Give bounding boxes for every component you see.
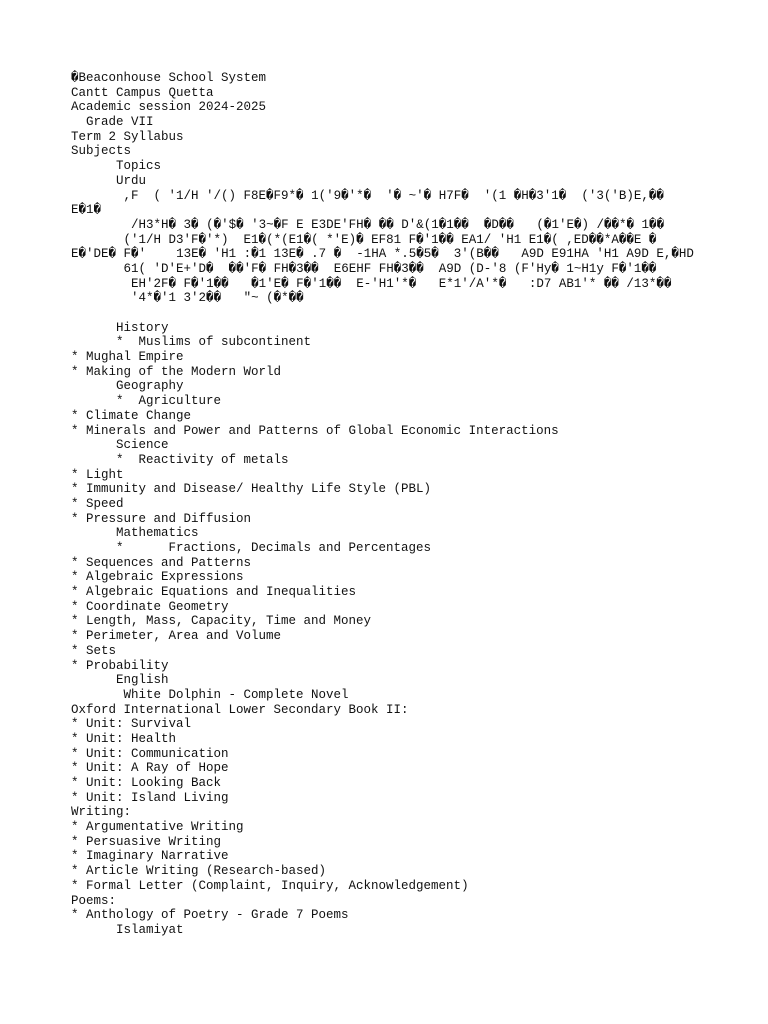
english-unit: * Unit: Looking Back <box>71 776 222 790</box>
science-topic: * Pressure and Diffusion <box>71 511 252 526</box>
urdu-garbled-line: E�1� <box>71 203 102 218</box>
geography-heading: Geography <box>71 379 184 394</box>
english-unit: * Unit: Health <box>71 731 177 746</box>
islamiyat-heading: Islamiyat <box>71 922 184 937</box>
geography-topic: * Climate Change <box>71 408 192 423</box>
school-name: �Beaconhouse School System <box>71 71 267 85</box>
mathematics-topic: * Length, Mass, Capacity, Time and Money <box>71 614 372 629</box>
geography-topic: * Agriculture <box>71 394 222 409</box>
history-heading: History <box>71 320 169 335</box>
writing-item: * Article Writing (Research-based) <box>71 864 327 879</box>
writing-item: * Argumentative Writing <box>71 820 244 835</box>
history-topic: * Mughal Empire <box>71 350 184 365</box>
mathematics-topic: * Coordinate Geometry <box>71 599 229 614</box>
science-topic: * Immunity and Disease/ Healthy Life Style (PBL) <box>71 482 432 497</box>
english-heading: English <box>71 673 169 688</box>
mathematics-topic: * Probability <box>71 658 169 673</box>
english-unit: * Unit: Survival <box>71 717 192 732</box>
syllabus-document <box>71 71 751 938</box>
writing-item: * Formal Letter (Complaint, Inquiry, Acknowledgement) <box>71 878 469 893</box>
writing-label: Writing: <box>71 805 132 820</box>
blank-line <box>71 306 751 321</box>
mathematics-topic: * Fractions, Decimals and Percentages <box>71 541 432 555</box>
history-topic: * Muslims of subcontinent <box>71 335 312 350</box>
english-novel: White Dolphin - Complete Novel <box>71 687 349 702</box>
term-title: Term 2 Syllabus <box>71 129 184 144</box>
writing-item: * Imaginary Narrative <box>71 849 229 864</box>
academic-session: Academic session 2024-2025 <box>71 100 267 115</box>
urdu-garbled-line: 61( 'D'E+'D� ��'F� FH�3�� E6EHF FH�3�� A9D (D-'8 (F'Hy� 1~H1y F�'1�� <box>71 261 657 276</box>
mathematics-topic: * Algebraic Expressions <box>71 570 244 585</box>
urdu-heading: Urdu <box>71 173 147 188</box>
science-heading: Science <box>71 438 169 453</box>
mathematics-topic: * Sets <box>71 643 117 658</box>
english-unit: * Unit: A Ray of Hope <box>71 761 229 776</box>
writing-item: * Persuasive Writing <box>71 834 222 849</box>
science-topic: * Light <box>71 467 124 482</box>
subjects-label: Subjects <box>71 144 132 159</box>
poems-item: * Anthology of Poetry - Grade 7 Poems <box>71 908 349 923</box>
urdu-garbled-line: /H3*H� 3� (�'$� '3~�F E E3DE'FH� �� D'&(1�1�� �D�� (�1'E�) /��*� 1�� <box>71 217 665 232</box>
english-unit: * Unit: Communication <box>71 746 229 761</box>
mathematics-topic: * Algebraic Equations and Inequalities <box>71 585 357 600</box>
grade-label: Grade VII <box>71 115 154 130</box>
urdu-garbled-line: EH'2F� F�'1�� �1'E� F�'1�� E-'H1'*� E*1'/A'*� :D7 AB1'* �� /13*�� <box>71 276 672 291</box>
history-topic: * Making of the Modern World <box>71 364 282 379</box>
science-topic: * Reactivity of metals <box>71 452 289 467</box>
poems-label: Poems: <box>71 893 117 908</box>
science-topic: * Speed <box>71 496 124 511</box>
urdu-garbled-line: E�'DE� F�' 13E� 'H1 :�1 13E� .7 � -1HA *.5�5� 3'(B�� A9D E91HA 'H1 A9D E,�HD <box>71 247 694 262</box>
campus-name: Cantt Campus Quetta <box>71 85 214 100</box>
mathematics-topic: * Perimeter, Area and Volume <box>71 629 282 644</box>
geography-topic: * Minerals and Power and Patterns of Global Economic Interactions <box>71 423 559 438</box>
topics-label: Topics <box>71 159 162 174</box>
english-unit: * Unit: Island Living <box>71 790 229 805</box>
mathematics-topic: * Sequences and Patterns <box>71 555 252 570</box>
urdu-garbled-line: '4*�'1 3'2�� "~ (�*�� <box>71 291 304 306</box>
urdu-garbled-line: ,F ( '1/H '/() F8E�F9*� 1('9�'*� '� ~'� H7F� '(1 �H�3'1� ('3('B)E,�� <box>71 188 664 203</box>
english-book-title: Oxford International Lower Secondary Book II: <box>71 702 409 717</box>
mathematics-heading: Mathematics <box>71 526 199 541</box>
urdu-garbled-line: ('1/H D3'F�'*) E1�(*(E1�( *'E)� EF81 F�'1�� EA1/ 'H1 E1�( ,ED��*A��E � <box>71 232 657 247</box>
